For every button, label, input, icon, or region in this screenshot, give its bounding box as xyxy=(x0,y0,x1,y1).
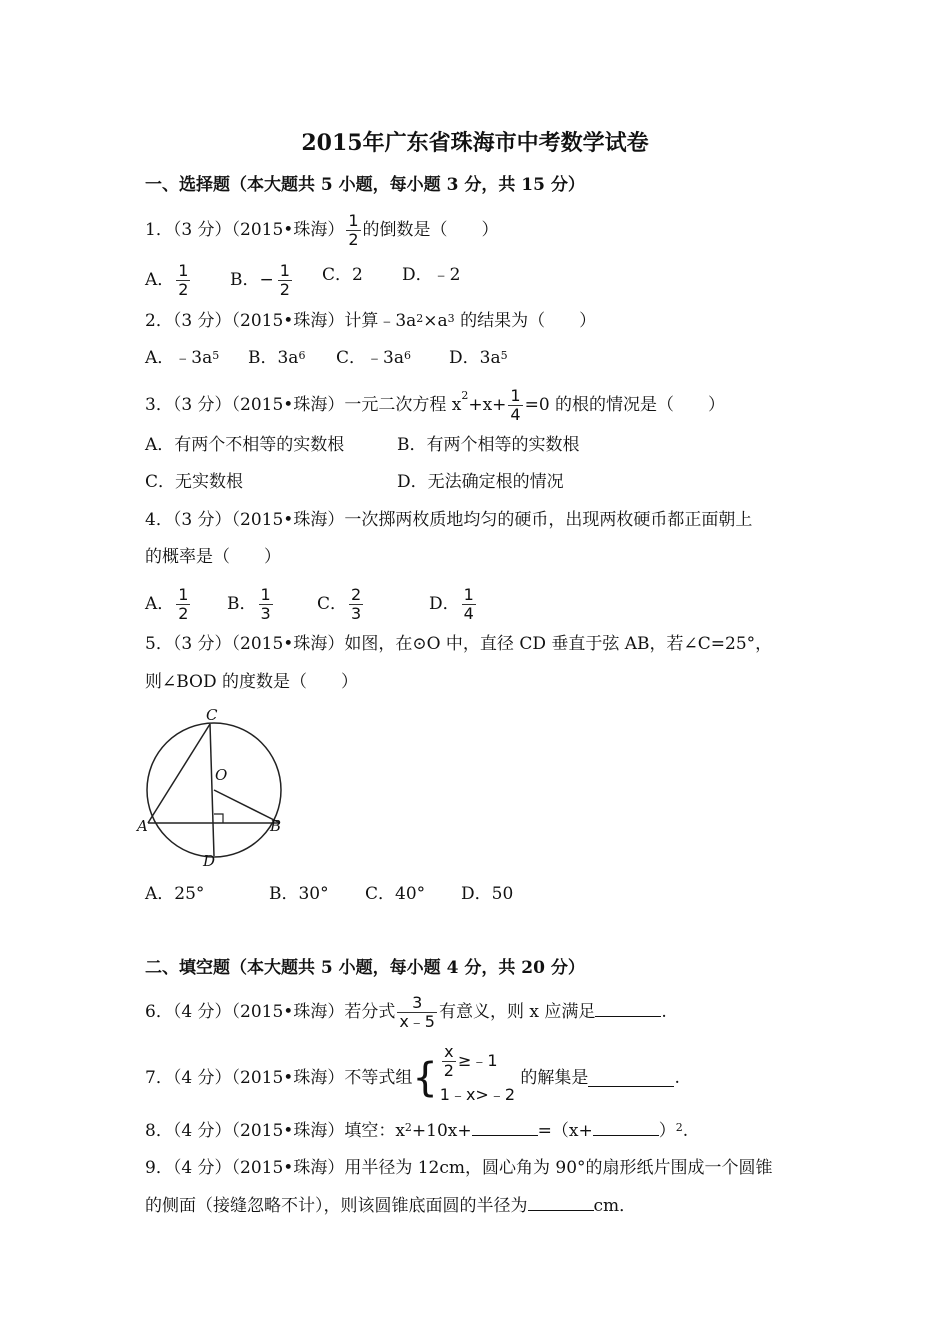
q1-option-d: D．﹣2 xyxy=(402,265,461,285)
question-7: 7．（4 分）（2015•珠海）不等式组{ $\frac{x}{2}$ ≥﹣1 1﹣x>﹣2 的解集是 . xyxy=(145,1044,680,1112)
q2-option-a: A．$﹣3a^5$ xyxy=(145,348,220,368)
question-4-line-2: 的概率是（ ） xyxy=(145,547,281,567)
q6-fraction: $\frac{3}{x﹣5}$ xyxy=(399,993,435,1031)
q4-option-d: D． $\frac{1}{4}$ xyxy=(429,585,474,623)
question-9-line-1: 9．（4 分）（2015•珠海）用半径为 12cm，圆心角为 90°的扇形纸片围成一个圆锥 xyxy=(145,1158,773,1178)
label-c: C xyxy=(206,706,218,724)
question-6: 6．（4 分）（2015•珠海）若分式 $\frac{3}{x﹣5}$ 有意义，则 x 应满足 . xyxy=(145,993,667,1031)
label-a: A xyxy=(137,817,148,835)
label-o: O xyxy=(215,766,228,784)
chord-ca xyxy=(148,724,210,823)
q1-prefix: 1．（3 分）（2015•珠海） xyxy=(145,220,345,240)
question-5-line-1: 5．（3 分）（2015•珠海）如图，在⊙O 中，直径 CD 垂直于弦 AB，若∠C=25°， xyxy=(145,634,773,654)
question-8: 8．（4 分）（2015•珠海）填空：$x^2+10x+ =(x+ )^2$. xyxy=(145,1121,689,1141)
q4-option-c: C． $\frac{2}{3}$ xyxy=(317,585,362,623)
q2-option-b: B．$3a^6$ xyxy=(248,348,306,368)
q8-answer-blank-1[interactable] xyxy=(472,1119,538,1136)
q9-answer-blank[interactable] xyxy=(528,1194,594,1211)
q1-option-c: C．2 xyxy=(322,265,363,285)
q5-option-d: D．50 xyxy=(461,884,514,904)
q1-fraction: $\frac{1}{2}$ xyxy=(348,211,359,249)
q5-option-c: C．40° xyxy=(365,884,426,904)
q6-answer-blank[interactable] xyxy=(595,1000,661,1017)
q7-answer-blank[interactable] xyxy=(588,1070,674,1087)
label-d: D xyxy=(203,852,216,870)
circle-geometry-figure xyxy=(135,702,295,870)
q1-suffix: 的倒数是（ ） xyxy=(362,220,499,240)
section-2-heading: 二、填空题（本大题共 5 小题，每小题 4 分，共 20 分） xyxy=(145,958,585,978)
label-b: B xyxy=(270,817,282,835)
question-9-line-2: 的侧面（接缝忽略不计），则该圆锥底面圆的半径为 cm． xyxy=(145,1196,637,1216)
q3-option-d: D．无法确定根的情况 xyxy=(397,472,564,492)
question-3: 3．（3 分）（2015•珠海）一元二次方程 $x^2+x+$ $\frac{1}{4}$ =0 的根的情况是（ ） xyxy=(145,386,726,424)
section-1-heading: 一、选择题（本大题共 5 小题，每小题 3 分，共 15 分） xyxy=(145,175,585,195)
q7-inequality-system: $\frac{x}{2}$ ≥﹣1 1﹣x>﹣2 xyxy=(439,1041,516,1104)
question-4-line-1: 4．（3 分）（2015•珠海）一次掷两枚质地均匀的硬币，出现两枚硬币都正面朝上 xyxy=(145,510,753,530)
q8-answer-blank-2[interactable] xyxy=(593,1119,659,1136)
q4-option-b: B． $\frac{1}{3}$ xyxy=(227,585,271,623)
diameter-cd xyxy=(210,724,214,856)
right-angle-mark xyxy=(214,814,223,823)
q1-option-b: B．− $\frac{1}{2}$ xyxy=(230,261,290,299)
q2-option-c: C．$﹣3a^6$ xyxy=(336,348,411,368)
q7-brace: { xyxy=(412,1055,438,1101)
exam-title: 2015年广东省珠海市中考数学试卷 xyxy=(301,130,649,156)
q2-option-d: D．$3a^5$ xyxy=(449,348,508,368)
q3-option-a: A．有两个不相等的实数根 xyxy=(145,435,345,455)
q5-option-b: B．30° xyxy=(269,884,329,904)
q3-option-b: B．有两个相等的实数根 xyxy=(397,435,580,455)
question-2: 2．（3 分）（2015•珠海）计算$﹣3a^2\times a^3$ 的结果为（ ） xyxy=(145,311,597,331)
q1-option-a: A． $\frac{1}{2}$ xyxy=(145,261,189,299)
question-5-line-2: 则∠BOD 的度数是（ ） xyxy=(145,672,359,692)
q3-fraction: $\frac{1}{4}$ xyxy=(510,386,521,424)
question-1 xyxy=(145,212,499,249)
q4-option-a: A． $\frac{1}{2}$ xyxy=(145,585,189,623)
q5-option-a: A．25° xyxy=(145,884,205,904)
q3-option-c: C．无实数根 xyxy=(145,472,244,492)
